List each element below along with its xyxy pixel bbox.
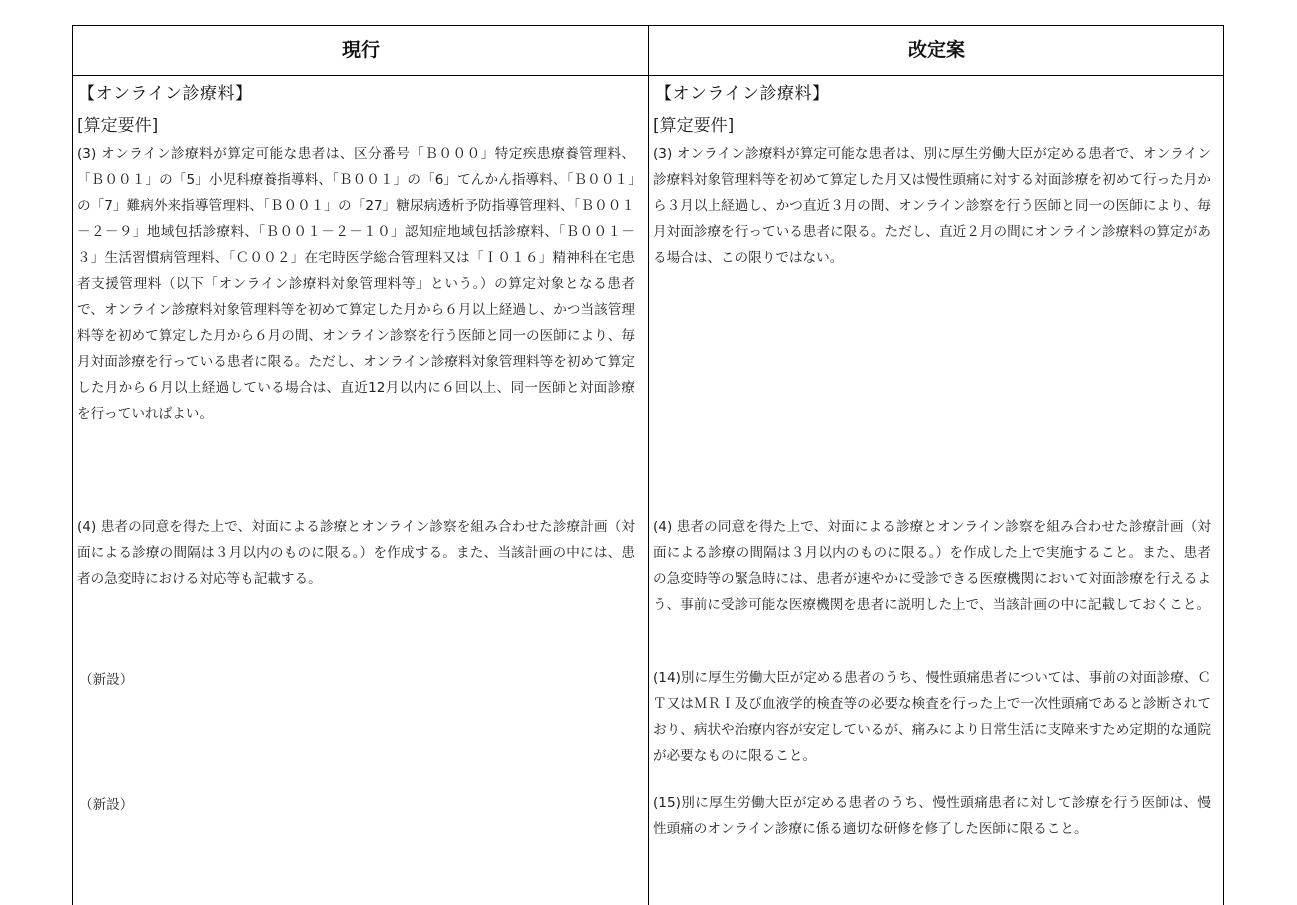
current-new-item-1: （新設） [79,672,134,688]
revised-requirements-heading: [算定要件] [653,116,735,136]
revised-item-3: (3) オンライン診療料が算定可能な患者は、別に厚生労働大臣が定める患者で、オンライン診療料対象管理料等を初めて算定した月又は慢性頭痛に対する対面診療を初めて行った月から３月以上経過し、かつ直近３月の間、オンライン診察を行う医師と同一の医師により、毎月対面診療を行っている患者に限る。ただし、直近２月の間にオンライン診療料の算定がある場合は、この限りではない。 [653,146,1211,266]
revised-column [649,76,1224,905]
current-new-item-2: （新設） [79,797,134,813]
current-item-3: (3) オンライン診療料が算定可能な患者は、区分番号「Ｂ０００」特定疾患療養管理料、「Ｂ００１」の「5」小児科療養指導料、「Ｂ００１」の「6」てんかん指導料、「Ｂ００１」の「7」難病外来指導管理料、「Ｂ００１」の「27」糖尿病透析予防指導管理料、「Ｂ００１－２－９」地域包括診療料、「Ｂ００１－２－１０」認知症地域包括診療料、「Ｂ００１－３」生活習慣病管理料、「Ｃ００２」在宅時医学総合管理料又は「Ｉ０１６」精神科在宅患者支援管理料（以下「オンライン診療料対象管理料等」という。）の算定対象となる患者で、オンライン診療料対象管理料等を初めて算定した月から６月以上経過し、かつ当該管理料等を初めて算定した月から６月の間、オンライン診察を行う医師と同一の医師により、毎月対面診療を行っている患者に限る。ただし、オンライン診療料対象管理料等を初めて算定した月から６月以上経過している場合は、直近12月以内に６回以上、同一医師と対面診療を行っていればよい。 [77,146,635,422]
revised-item-15: (15)別に厚生労働大臣が定める患者のうち、慢性頭痛患者に対して診療を行う医師は、慢性頭痛のオンライン診療に係る適切な研修を修了した医師に限ること。 [653,795,1211,837]
current-requirements-heading: [算定要件] [77,116,159,136]
header-revised: 改定案 [649,26,1224,76]
header-current: 現行 [73,26,649,76]
revised-item-4: (4) 患者の同意を得た上で、対面による診療とオンライン診察を組み合わせた診療計画（対面による診療の間隔は３月以内のものに限る。）を作成した上で実施すること。また、患者の急変時等の緊急時には、患者が速やかに受診できる医療機関において対面診療を行えるよう、事前に受診可能な医療機関を患者に説明した上で、当該計画の中に記載しておくこと。 [653,519,1211,613]
current-column [73,76,649,905]
revised-item-14: (14)別に厚生労働大臣が定める患者のうち、慢性頭痛患者については、事前の対面診療、ＣＴ又はＭＲＩ及び血液学的検査等の必要な検査を行った上で一次性頭痛であると診断されており、病状や治療内容が安定しているが、痛みにより日常生活に支障来すため定期的な通院が必要なものに限ること。 [653,670,1211,764]
current-item-4: (4) 患者の同意を得た上で、対面による診療とオンライン診察を組み合わせた診療計画（対面による診療の間隔は３月以内のものに限る。）を作成する。また、当該計画の中には、患者の急変時における対応等も記載する。 [77,519,635,587]
revised-section-title: 【オンライン診療料】 [655,84,830,104]
current-section-title: 【オンライン診療料】 [78,84,253,104]
comparison-table [72,25,1224,905]
